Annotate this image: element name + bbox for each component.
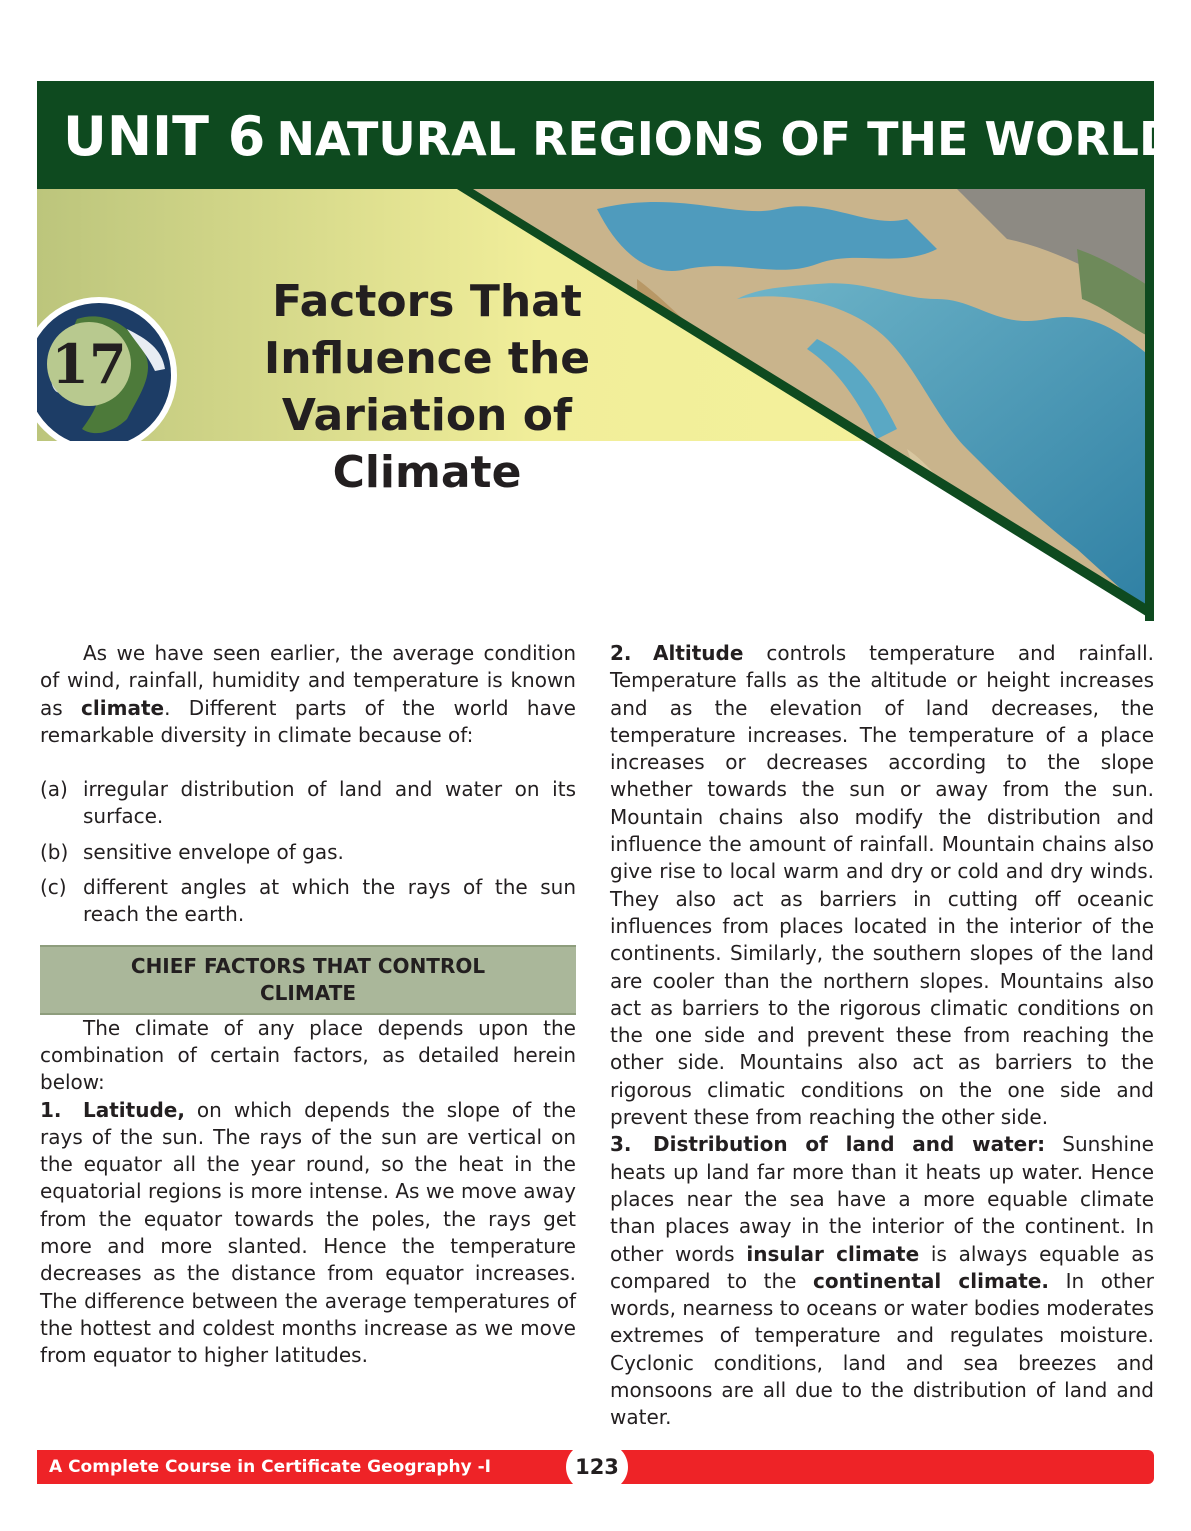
unit-name: NATURAL REGIONS OF THE WORLD bbox=[276, 112, 1178, 166]
footer-book-title: A Complete Course in Certificate Geography -I bbox=[49, 1457, 492, 1477]
list-item-text: irregular distribution of land and water on its surface. bbox=[83, 777, 576, 829]
list-item-text: different angles at which the rays of the sun reach the earth. bbox=[83, 875, 576, 927]
section-heading-box bbox=[40, 945, 576, 1015]
factor-text: Sunshine heats up land far more than it heats up water. Hence places near the sea have a more equable climate than places away in the interior of the continent. In other words bbox=[610, 1132, 1154, 1266]
page-number: 123 bbox=[566, 1443, 628, 1491]
factor-text: is always equable as compared to the bbox=[610, 1241, 1154, 1293]
factors-intro: The climate of any place depends upon the combination of certain factors, as detailed herein below: bbox=[40, 1015, 576, 1095]
cause-list bbox=[40, 776, 576, 928]
chapter-title-line: Influence the bbox=[263, 333, 591, 384]
factor-title: Latitude, bbox=[83, 1097, 185, 1122]
intro-bold-term: climate bbox=[81, 695, 165, 720]
right-column bbox=[610, 640, 1154, 1432]
bold-term: continental climate. bbox=[813, 1268, 1050, 1293]
bold-term: insular climate bbox=[746, 1241, 920, 1266]
intro-text-end: . Different parts of the world have remarkable diversity in climate because of: bbox=[40, 695, 576, 747]
chapter-hero bbox=[37, 189, 1154, 621]
factor-altitude bbox=[610, 640, 1154, 1131]
list-item-label: (c) bbox=[40, 875, 67, 900]
chapter-title bbox=[187, 273, 667, 501]
factor-latitude bbox=[40, 1097, 576, 1370]
unit-title bbox=[63, 105, 1177, 168]
list-item bbox=[40, 776, 576, 831]
intro-text: As we have seen earlier, the average condition of wind, rainfall, humidity and temperature is known as bbox=[40, 641, 576, 720]
chapter-title-line: Variation of Climate bbox=[281, 390, 573, 498]
list-item-label: (a) bbox=[40, 777, 68, 802]
chapter-number: 17 bbox=[47, 322, 131, 406]
left-column bbox=[40, 640, 576, 1370]
factor-text: In other words, nearness to oceans or water bodies moderates extremes of temperature and regulates moisture. Cyclonic conditions, land and sea breezes and monsoons are all due to the distribution of land and water. bbox=[610, 1268, 1155, 1430]
section-heading: CHIEF FACTORS THAT CONTROL CLIMATE bbox=[130, 953, 486, 1005]
list-item bbox=[40, 874, 576, 929]
unit-label: UNIT 6 bbox=[63, 105, 266, 168]
factor-title: Distribution of land and water: bbox=[653, 1132, 1046, 1157]
factor-number: 2. bbox=[610, 641, 632, 665]
factor-land-water bbox=[610, 1131, 1154, 1431]
intro-paragraph bbox=[40, 640, 576, 749]
factor-title: Altitude bbox=[653, 641, 744, 665]
list-item bbox=[40, 839, 576, 866]
factor-text: on which depends the slope of the rays of the sun. The rays of the sun are vertical on the equator all the year round, so the heat in the equatorial regions is more intense. As we move away from the equator towards the poles, the rays get more and more slanted. Hence the temperature decreases as the distance from equator increases. The difference between the average temperatures of the hottest and coldest months increase as we move from equator to higher latitudes. bbox=[40, 1097, 576, 1368]
list-item-text: sensitive envelope of gas. bbox=[83, 839, 344, 864]
unit-banner bbox=[37, 81, 1178, 189]
factor-text: controls temperature and rainfall. Temperature falls as the altitude or height increases and as the elevation of land decreases, the temperature increases. The temperature of a place increases or decreases according to the slope whether towards the sun or away from the sun. Mountain chains also modify the distribution and influence the amount of rainfall. Mountain chains also give rise to local warm and dry or cold and dry winds. They also act as barriers in cutting off oceanic influences from places located in the interior of the continents. Similarly, the southern slopes of the land are cooler than the northern slopes. Mountains also act as barriers to the rigorous climatic conditions on the one side and prevent these from reaching the other side. Mountains also act as barriers to the rigorous climatic conditions on the one side and prevent these from reaching the other side. bbox=[610, 641, 1154, 1130]
right-border bbox=[1145, 189, 1154, 621]
chapter-title-line: Factors That bbox=[272, 276, 582, 327]
factor-number: 1. bbox=[40, 1097, 62, 1122]
list-item-label: (b) bbox=[40, 839, 69, 864]
factor-number: 3. bbox=[610, 1132, 632, 1157]
